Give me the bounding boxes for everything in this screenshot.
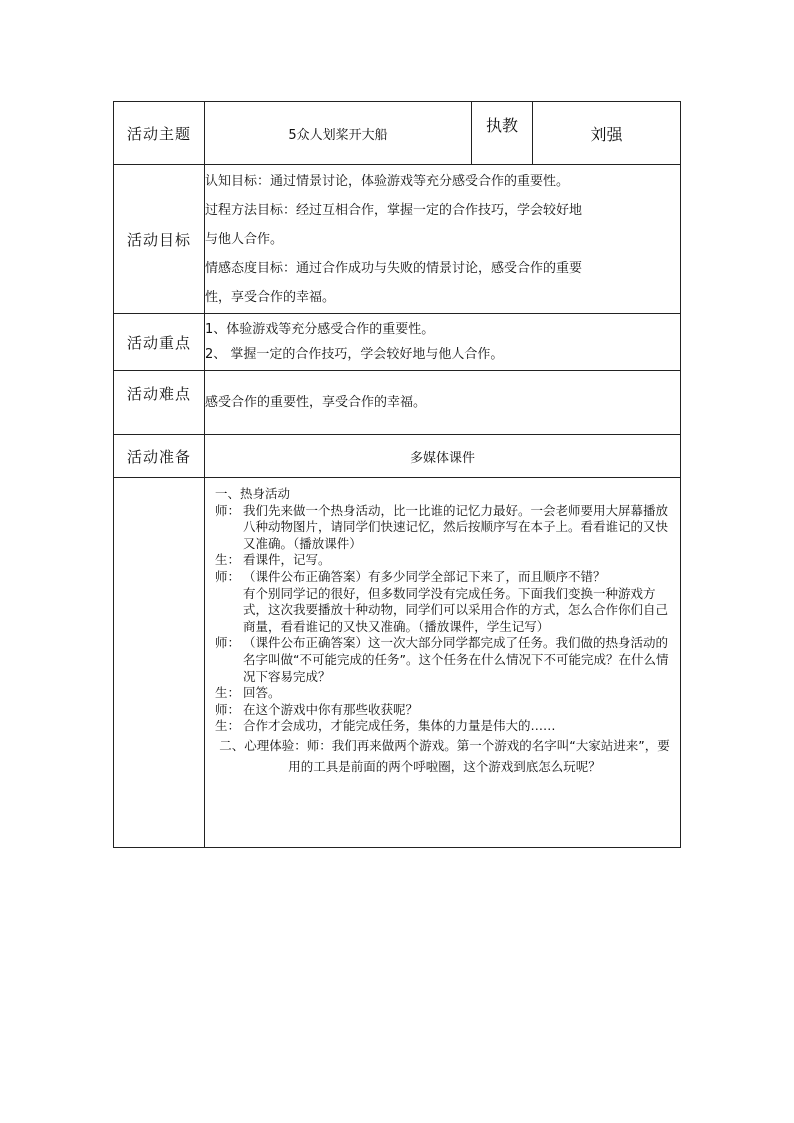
row-goals <box>114 165 681 314</box>
process-content <box>205 478 681 848</box>
speaker: 师： <box>215 635 241 651</box>
process-label-empty <box>114 478 205 848</box>
focus-content <box>205 314 681 371</box>
goal-line: 性，享受合作的幸福。 <box>205 289 336 305</box>
focus-label: 活动重点 <box>114 314 205 371</box>
focus-line: 2、 掌握一定的合作技巧，学会较好地与他人合作。 <box>205 347 504 362</box>
speaker: 生： <box>215 718 241 734</box>
speaker: 生： <box>215 685 241 701</box>
row-focus <box>114 314 681 371</box>
goals-content <box>205 165 681 314</box>
dialogue-line <box>215 552 674 569</box>
dialogue-text: 看课件，记写。 <box>243 552 331 568</box>
section-heading: 一、热身活动 <box>215 486 291 501</box>
speaker: 师： <box>215 701 241 717</box>
speaker: 师： <box>215 568 241 584</box>
dialogue-text: 我们先来做一个热身活动，比一比谁的记忆力最好。一会老师要用大屏幕播放八种动物图片，请同学们快速记忆，然后按顺序写在本子上。看看谁记的又快又准确。（播放课件） <box>243 502 669 551</box>
dialogue-text: 有个别同学记的很好，但多数同学没有完成任务。下面我们变换一种游戏方式，这次我要播放十种动物，同学们可以采用合作的方式，怎么合作你们自己商量，看看谁记的又快又准确。（播放课件，学生记写） <box>243 585 669 634</box>
prep-value: 多媒体课件 <box>205 435 681 478</box>
goal-line: 认知目标：通过情景讨论，体验游戏等充分感受合作的重要性。 <box>205 173 570 189</box>
dialogue-text: （课件公布正确答案）有多少同学全部记下来了，而且顺序不错？ <box>243 568 606 584</box>
focus-line: 1、体验游戏等充分感受合作的重要性。 <box>205 322 435 337</box>
row-prep <box>114 435 681 478</box>
row-process <box>114 478 681 848</box>
goals-label: 活动目标 <box>114 165 205 314</box>
difficulty-label: 活动难点 <box>114 371 205 435</box>
section-heading: 二、心理体验：师：我们再来做两个游戏。第一个游戏的名字叫“大家站进来”，要用的工具是前面的两个呼啦圈，这个游戏到底怎么玩呢？ <box>219 737 670 774</box>
speaker: 生： <box>215 552 241 568</box>
dialogue-text: 合作才会成功，才能完成任务，集体的力量是伟大的…… <box>243 718 556 734</box>
row-difficulty <box>114 371 681 435</box>
dialogue-text: （课件公布正确答案）这一次大部分同学都完成了任务。我们做的热身活动的名字叫做“不可能完成的任务”。这个任务在什么情况下不可能完成？在什么情况下容易完成？ <box>243 635 669 684</box>
lesson-plan-table <box>113 101 681 848</box>
prep-label: 活动准备 <box>114 435 205 478</box>
goal-line: 与他人合作。 <box>205 231 284 247</box>
theme-label: 活动主题 <box>114 102 205 165</box>
dialogue-text: 在这个游戏中你有那些收获呢？ <box>243 701 419 717</box>
dialogue-line <box>215 718 674 735</box>
dialogue-line <box>215 635 674 685</box>
dialogue-line <box>215 503 674 553</box>
theme-value: 5众人划桨开大船 <box>205 102 472 165</box>
dialogue-line <box>215 569 674 586</box>
goal-line: 情感态度目标：通过合作成功与失败的情景讨论，感受合作的重要 <box>205 260 583 276</box>
dialogue-text: 回答。 <box>243 685 281 701</box>
difficulty-text: 感受合作的重要性，享受合作的幸福。 <box>205 371 681 435</box>
dialogue-line <box>215 702 674 719</box>
teacher-name: 刘强 <box>533 102 681 165</box>
dialogue-line <box>215 685 674 702</box>
row-theme <box>114 102 681 165</box>
goal-line: 过程方法目标：经过互相合作，掌握一定的合作技巧，学会较好地 <box>205 202 583 218</box>
speaker: 师： <box>215 502 241 518</box>
teacher-label: 执教 <box>472 102 533 165</box>
